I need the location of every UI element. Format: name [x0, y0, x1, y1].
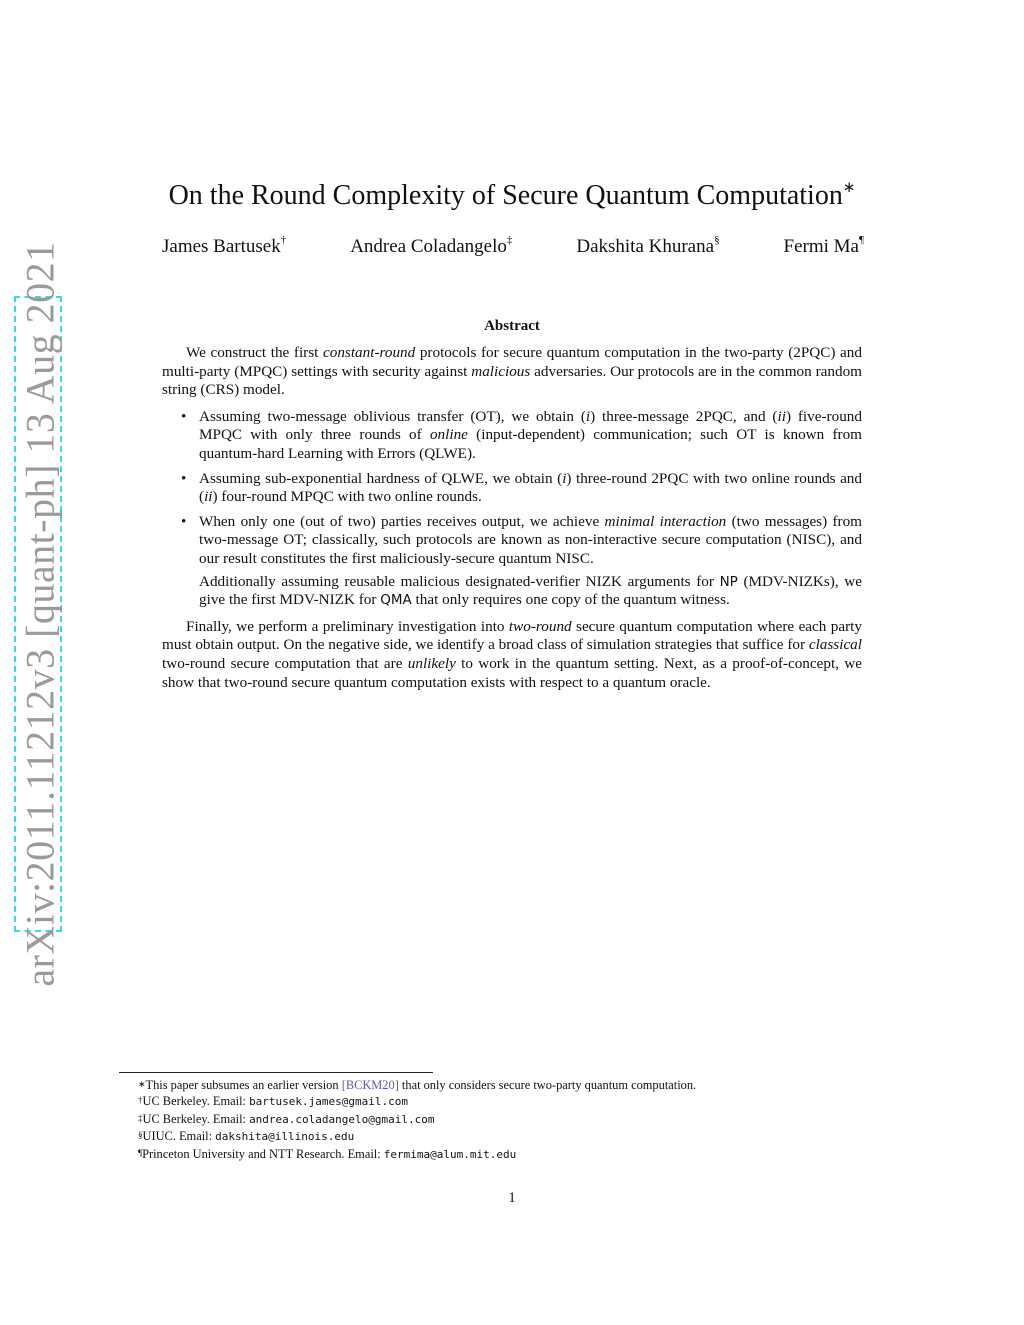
author	[162, 236, 286, 258]
citation-link[interactable]: [BCKM20]	[341, 1078, 399, 1092]
footnotes	[138, 1077, 898, 1163]
email: dakshita@illinois.edu	[215, 1130, 355, 1144]
author-mark: §	[714, 234, 720, 246]
list-item: • Assuming two-message oblivious transfer (OT), we obtain (i) three-message 2PQC, and (ii) five-round MPQC with only three rounds of online (input-dependent) communication; such OT is known from quantum-hard Learning with Errors (QLWE).	[162, 408, 862, 464]
author	[784, 236, 864, 258]
page-number: 1	[508, 1190, 516, 1206]
footnote: §UIUC. Email: dakshita@illinois.edu	[138, 1129, 355, 1144]
author-mark: ‡	[506, 234, 513, 246]
author-name: James Bartusek	[162, 236, 281, 257]
author-name: Andrea Coladangelo	[350, 236, 507, 257]
abstract-heading: Abstract	[484, 318, 540, 334]
footnote: ∗This paper subsumes an earlier version [BCKM20] that only considers secure two-party quantum computation.	[138, 1078, 697, 1092]
author	[576, 236, 719, 258]
title-text: On the Round Complexity of Secure Quantum Computation	[168, 180, 843, 211]
author-list	[162, 236, 864, 258]
list-item-continuation: Additionally assuming reusable malicious designated-verifier NIZK arguments for NP (MDV-NIZKs), we give the first MDV-NIZK for QMA that only requires one copy of the quantum witness.	[199, 572, 862, 609]
author-mark: †	[280, 234, 287, 246]
author	[350, 236, 512, 258]
footnote: ¶Princeton University and NTT Research. Email: fermima@alum.mit.edu	[138, 1146, 517, 1161]
paper-title	[0, 180, 1024, 212]
abstract-paragraph: Finally, we perform a preliminary investigation into two-round secure quantum computation where each party must obtain output. On the negative side, we identify a broad class of simulation strategies that suffice for classical two-round secure computation that are unlikely to work in the quantum setting. Next, as a proof-of-concept, we show that two-round secure quantum computation exists with respect to a quantum oracle.	[162, 617, 862, 691]
footnote: ‡UC Berkeley. Email: andrea.coladangelo@gmail.com	[138, 1111, 435, 1126]
abstract-paragraph: We construct the first constant-round protocols for secure quantum computation in the two-party (2PQC) and multi-party (MPQC) settings with security against malicious adversaries. Our protocols are in the common random string (CRS) model.	[162, 344, 862, 399]
footnote: †UC Berkeley. Email: bartusek.james@gmail.com	[138, 1094, 409, 1109]
author-mark: ¶	[858, 234, 864, 246]
title-footnote-mark: ∗	[842, 180, 856, 196]
footnote-rule	[119, 1072, 433, 1073]
result-list	[162, 408, 862, 610]
author-name: Dakshita Khurana	[576, 236, 715, 257]
arxiv-stamp[interactable]: arXiv:2011.11212v3 [quant-ph] 13 Aug 2021	[17, 241, 63, 987]
email: fermima@alum.mit.edu	[383, 1147, 517, 1161]
abstract-body	[162, 344, 862, 692]
list-item: • Assuming sub-exponential hardness of QLWE, we obtain (i) three-round 2PQC with two online rounds and (ii) four-round MPQC with two online rounds.	[162, 470, 862, 507]
email: andrea.coladangelo@gmail.com	[249, 1112, 435, 1126]
email: bartusek.james@gmail.com	[249, 1095, 409, 1109]
author-name: Fermi Ma	[783, 236, 859, 257]
list-item: • When only one (out of two) parties receives output, we achieve minimal interaction (two messages) from two-message OT; classically, such protocols are known as non-interactive secure computation (NISC), and our result constitutes the first maliciously-secure quantum NISC. Additionally assuming reusable malicious designated-verifier NIZK arguments for NP (MDV-NIZKs), we give the first MDV-NIZK for QMA that only requires one copy of the quantum witness.	[162, 513, 862, 610]
